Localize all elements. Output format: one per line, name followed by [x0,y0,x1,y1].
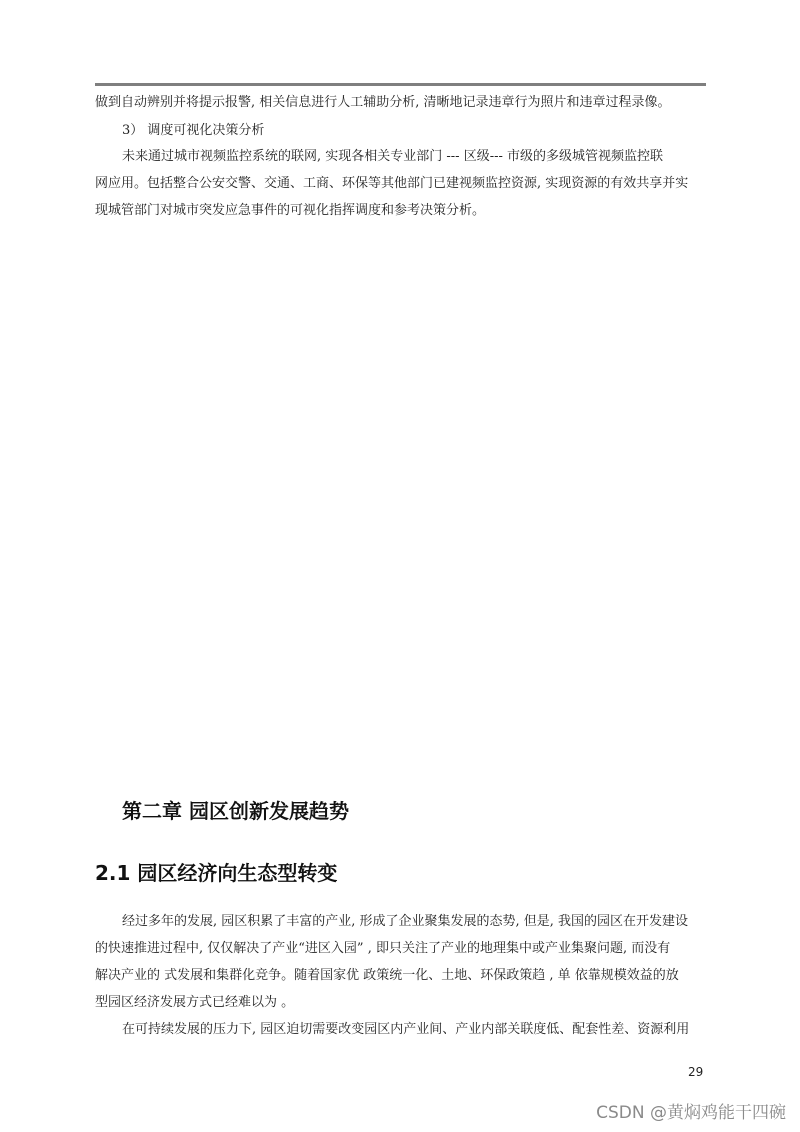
section-title: 2.1 园区经济向生态型转变 [95,861,338,885]
watermark: CSDN @黄焖鸡能干四碗 [596,1103,786,1123]
paragraph-line: 在可持续发展的压力下, 园区迫切需要改变园区内产业间、产业内部关联度低、配套性差、资源利用 [122,1022,690,1037]
page-number: 29 [688,1065,704,1079]
paragraph-line: 经过多年的发展, 园区积累了丰富的产业, 形成了企业聚集发展的态势, 但是, 我国的园区在开发建设 [122,914,689,929]
paragraph-line: 解决产业的 式发展和集群化竞争。随着国家优 政策统一化、土地、环保政策趋 , 单 依靠规模效益的放 [95,968,679,983]
paragraph-line: 型园区经济发展方式已经难以为 。 [95,995,295,1010]
paragraph-line: 网应用。包括整合公安交警、交通、工商、环保等其他部门已建视频监控资源, 实现资源的有效共享并实 [95,176,689,191]
paragraph-line: 未来通过城市视频监控系统的联网, 实现各相关专业部门 --- 区级--- 市级的多级城管视频监控联 [122,149,664,164]
header-rule [95,83,706,86]
paragraph-line: 的快速推进过程中, 仅仅解决了产业“进区入园” , 即只关注了产业的地理集中或产业集聚问题, 而没有 [95,941,671,956]
paragraph-line: 现城管部门对城市突发应急事件的可视化指挥调度和参考决策分析。 [95,203,486,218]
text-line-continuation: 做到自动辨别并将提示报警, 相关信息进行人工辅助分析, 清晰地记录违章行为照片和违章过程录像。 [95,95,671,110]
item-heading: 3） 调度可视化决策分析 [122,123,265,138]
chapter-title: 第二章 园区创新发展趋势 [122,799,349,823]
